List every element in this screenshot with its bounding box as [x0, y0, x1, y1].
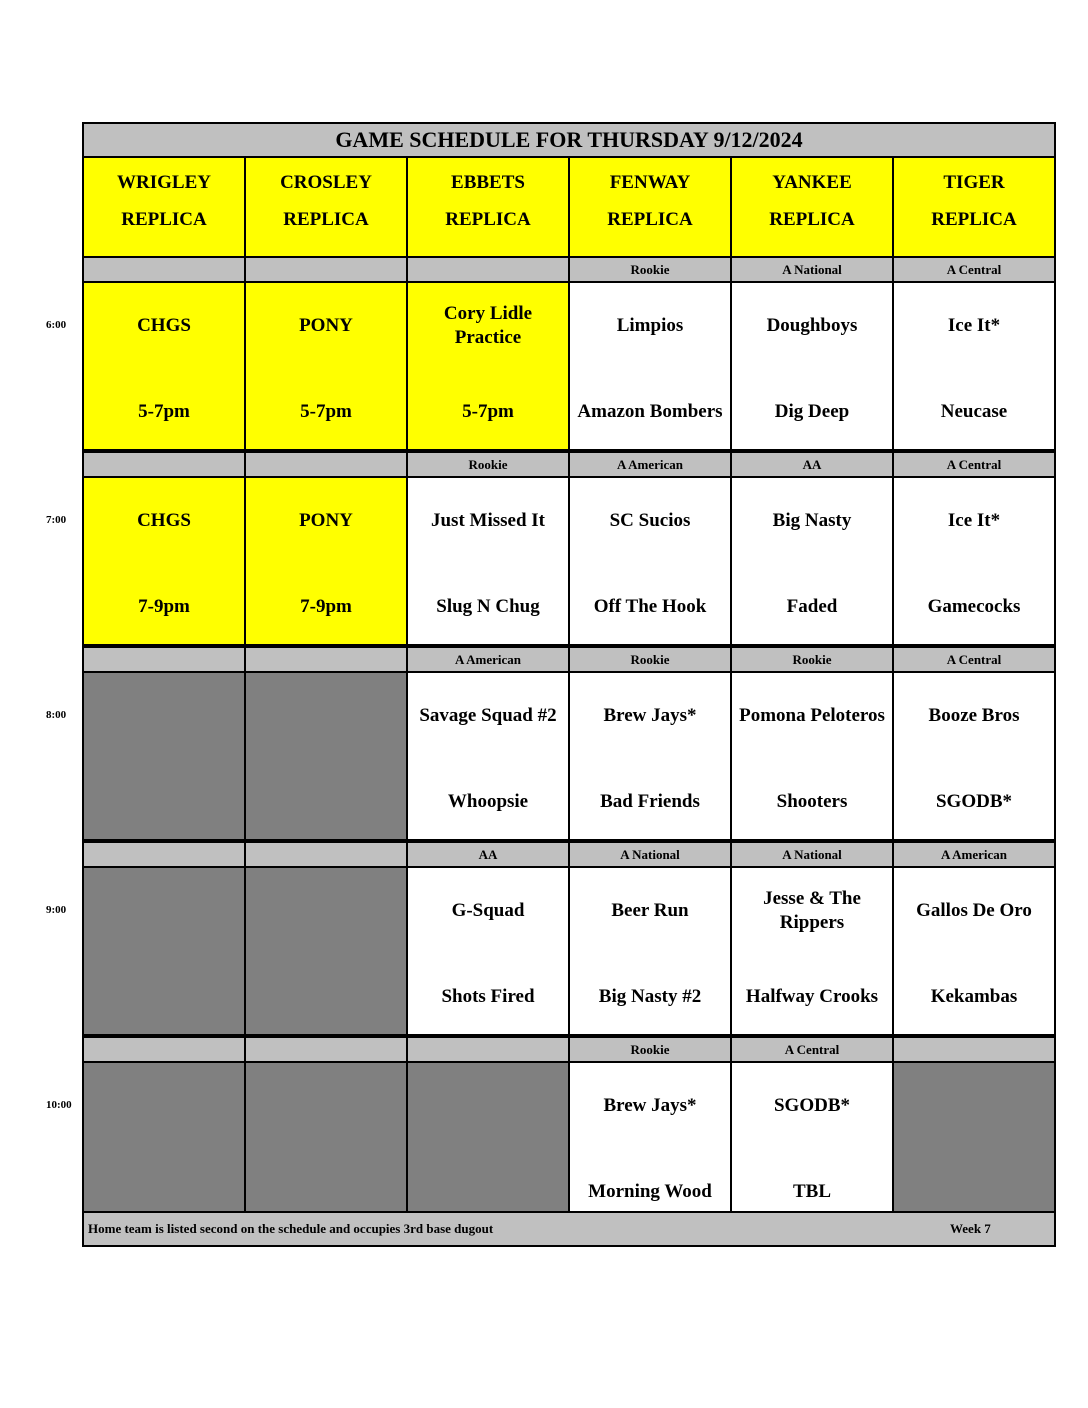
game-cell: [406, 866, 570, 1036]
division-label: [82, 841, 246, 868]
field-header-fenway: [568, 156, 732, 258]
visiting-team: SGODB*: [773, 1095, 851, 1116]
field-header-yankee: [730, 156, 894, 258]
game-cell: [406, 476, 570, 646]
division-label: A Central: [892, 256, 1056, 283]
field-header-ebbets: [406, 156, 570, 258]
game-cell: [892, 671, 1056, 841]
empty-slot: [892, 1061, 1056, 1231]
visiting-team: Pomona Peloteros: [739, 705, 885, 726]
visiting-team: Savage Squad #2: [419, 705, 557, 726]
division-label: A National: [730, 841, 894, 868]
visiting-team: Gallos De Oro: [916, 900, 1032, 921]
time-label: 8:00: [46, 709, 67, 721]
game-cell: [730, 866, 894, 1036]
division-label: [82, 451, 246, 478]
field-name: EBBETS: [451, 172, 525, 193]
game-cell: [568, 671, 732, 841]
week-label: Week 7: [950, 1221, 991, 1236]
division-label: [244, 841, 408, 868]
home-team: Off The Hook: [593, 596, 707, 617]
visiting-team: Ice It*: [947, 510, 1001, 531]
visiting-team: G-Squad: [451, 900, 525, 921]
home-team: Morning Wood: [588, 1181, 712, 1202]
field-name: TIGER: [943, 172, 1005, 193]
division-label: Rookie: [568, 646, 732, 673]
visiting-team: Limpios: [616, 315, 684, 336]
game-cell: [568, 281, 732, 451]
division-label: AA: [406, 841, 570, 868]
division-label: [892, 1036, 1056, 1063]
empty-slot: [406, 1061, 570, 1231]
division-label: A Central: [892, 451, 1056, 478]
field-name: CROSLEY: [280, 172, 372, 193]
home-team: Shots Fired: [441, 986, 535, 1007]
visiting-team: Brew Jays*: [603, 1095, 697, 1116]
field-header-crosley: [244, 156, 408, 258]
division-label: Rookie: [406, 451, 570, 478]
game-cell: [82, 476, 246, 646]
game-cell: [892, 281, 1056, 451]
home-team: Gamecocks: [927, 596, 1021, 617]
field-type: REPLICA: [121, 209, 207, 230]
empty-slot: [82, 1061, 246, 1231]
field-type: REPLICA: [283, 209, 369, 230]
division-label: [244, 451, 408, 478]
home-team: Faded: [786, 596, 838, 617]
home-team: Neucase: [940, 401, 1008, 422]
game-cell: [244, 476, 408, 646]
home-team: Bad Friends: [600, 791, 700, 812]
reservation-time: 5-7pm: [462, 401, 514, 422]
reservation-name: CHGS: [137, 315, 191, 336]
division-label: Rookie: [730, 646, 894, 673]
visiting-team: Beer Run: [611, 900, 689, 921]
home-team-note: Home team is listed second on the schedule and occupies 3rd base dugout: [88, 1221, 494, 1236]
home-team: Kekambas: [930, 986, 1018, 1007]
home-team: TBL: [792, 1181, 832, 1202]
game-cell: [568, 866, 732, 1036]
game-cell: [730, 281, 894, 451]
time-label: 6:00: [46, 319, 67, 331]
empty-slot: [82, 671, 246, 841]
schedule-sheet: [82, 122, 1056, 1268]
division-label: A Central: [892, 646, 1056, 673]
home-team: Halfway Crooks: [745, 986, 879, 1007]
division-label: [82, 1036, 246, 1063]
schedule-title: GAME SCHEDULE FOR THURSDAY 9/12/2024: [82, 122, 1056, 158]
game-cell: [730, 1061, 894, 1231]
reservation-time: 5-7pm: [300, 401, 352, 422]
reservation-time: 5-7pm: [138, 401, 190, 422]
field-type: REPLICA: [607, 209, 693, 230]
division-label: A National: [568, 841, 732, 868]
visiting-team: Brew Jays*: [603, 705, 697, 726]
field-name: FENWAY: [609, 172, 691, 193]
division-label: AA: [730, 451, 894, 478]
division-label: A National: [730, 256, 894, 283]
game-cell: [730, 476, 894, 646]
reservation-name: Cory Lidle Practice: [443, 303, 533, 348]
game-cell: [892, 866, 1056, 1036]
game-cell: [568, 1061, 732, 1231]
division-label: A Central: [730, 1036, 894, 1063]
time-label: 7:00: [46, 514, 67, 526]
game-cell: [244, 281, 408, 451]
division-label: Rookie: [568, 1036, 732, 1063]
division-label: [82, 646, 246, 673]
division-label: [406, 1036, 570, 1063]
reservation-time: 7-9pm: [138, 596, 190, 617]
field-name: WRIGLEY: [117, 172, 211, 193]
division-label: A American: [568, 451, 732, 478]
game-cell: [568, 476, 732, 646]
visiting-team: SC Sucios: [609, 510, 691, 531]
division-label: [244, 1036, 408, 1063]
visiting-team: Doughboys: [766, 315, 858, 336]
footer-bar: [82, 1211, 1056, 1247]
home-team: Big Nasty #2: [598, 986, 702, 1007]
field-type: REPLICA: [769, 209, 855, 230]
visiting-team: Ice It*: [947, 315, 1001, 336]
empty-slot: [244, 1061, 408, 1231]
home-team: SGODB*: [935, 791, 1013, 812]
visiting-team: Just Missed It: [430, 510, 545, 531]
home-team: Whoopsie: [447, 791, 529, 812]
division-label: [82, 256, 246, 283]
game-cell: [82, 281, 246, 451]
division-label: [406, 256, 570, 283]
reservation-name: CHGS: [137, 510, 191, 531]
empty-slot: [244, 866, 408, 1036]
division-label: [244, 256, 408, 283]
home-team: Slug N Chug: [436, 596, 540, 617]
division-label: A American: [406, 646, 570, 673]
visiting-team: Big Nasty: [772, 510, 852, 531]
field-header-tiger: [892, 156, 1056, 258]
reservation-time: 7-9pm: [300, 596, 352, 617]
home-team: Shooters: [776, 791, 848, 812]
empty-slot: [244, 671, 408, 841]
home-team: Amazon Bombers: [577, 401, 723, 422]
field-type: REPLICA: [445, 209, 531, 230]
division-label: A American: [892, 841, 1056, 868]
game-cell: [406, 671, 570, 841]
time-label: 9:00: [46, 904, 67, 916]
field-name: YANKEE: [772, 172, 852, 193]
field-type: REPLICA: [931, 209, 1017, 230]
visiting-team: Jesse & The Rippers: [763, 888, 861, 933]
time-label: 10:00: [46, 1099, 72, 1111]
division-label: [244, 646, 408, 673]
reservation-name: PONY: [299, 315, 353, 336]
empty-slot: [82, 866, 246, 1036]
division-label: Rookie: [568, 256, 732, 283]
home-team: Dig Deep: [774, 401, 850, 422]
visiting-team: Booze Bros: [928, 705, 1020, 726]
game-cell: [730, 671, 894, 841]
game-cell: [892, 476, 1056, 646]
game-cell: [406, 281, 570, 451]
reservation-name: PONY: [299, 510, 353, 531]
field-header-wrigley: [82, 156, 246, 258]
